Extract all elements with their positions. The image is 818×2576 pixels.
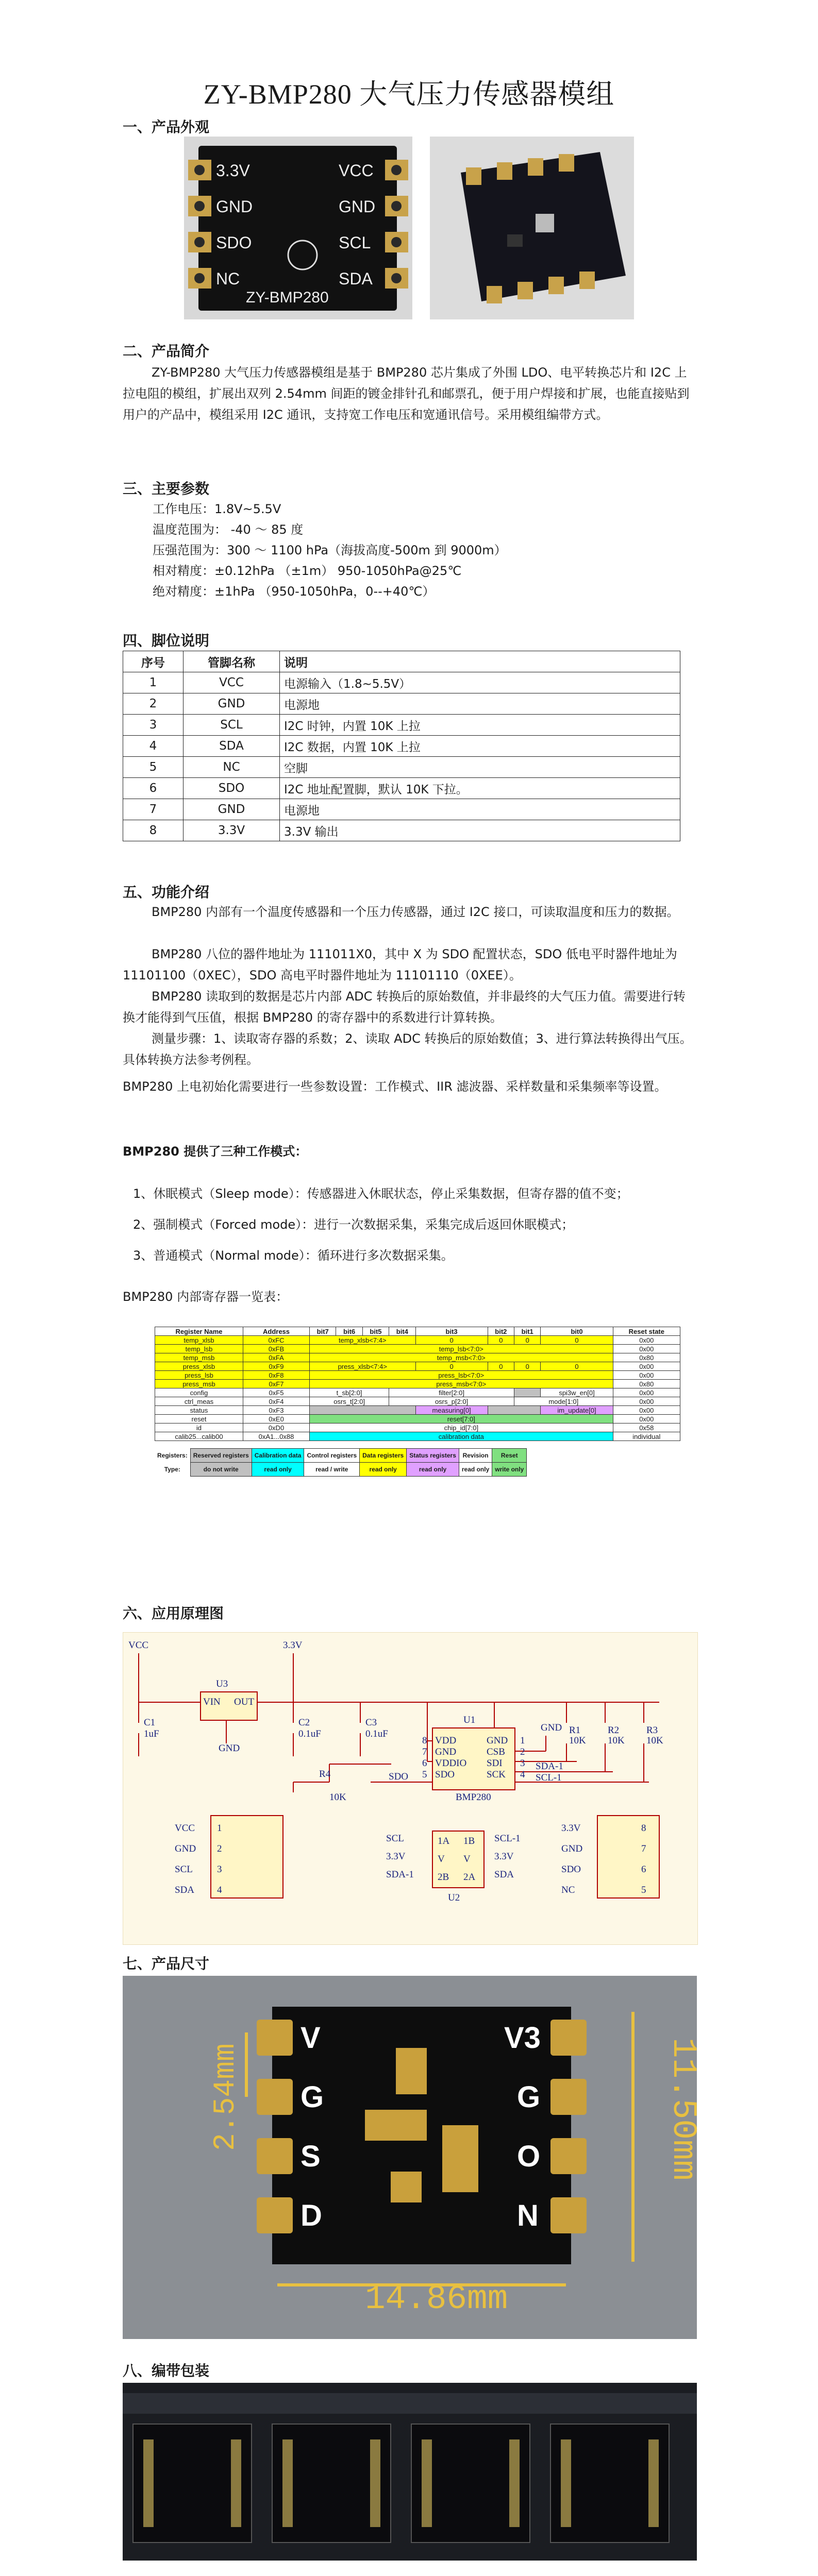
function-p1: BMP280 内部有一个温度传感器和一个压力传感器，通过 I2C 接口，可读取温度和压力的数据。 [152,905,679,919]
modes-title: BMP280 提供了三种工作模式： [123,1144,308,1159]
reg-col-bit1: bit1 [514,1327,541,1336]
reg-name: temp_xlsb [155,1336,243,1345]
tape-sprocket-strip [123,2393,697,2414]
sch-u1-gnd-right: GND [487,1735,508,1746]
dimension-photo [123,1976,703,2339]
pin-name: SDO [183,778,280,799]
pin-index: 1 [123,672,183,693]
reg-bit: 0 [541,1336,613,1345]
sch-u1-gnd-left: GND [435,1747,457,1757]
pin-desc: 电源地 [280,693,680,715]
reg-content: temp_msb<7:0> [310,1353,613,1362]
section-appearance-heading: 一、产品外观 [123,118,210,135]
register-row [155,1388,680,1397]
reg-addr: 0xD0 [243,1423,309,1432]
legend-status: Status registers [407,1449,459,1463]
reg-content: press_msb<7:0> [310,1380,613,1388]
pin-desc: 电源地 [280,799,680,820]
reg-content: calibration data [310,1432,613,1441]
reg-bit: 0 [514,1336,541,1345]
reg-reset: 0x00 [613,1336,680,1345]
reg-content-tail: mode[1:0] [514,1397,613,1406]
sch-r2-value: 10K [608,1735,625,1746]
reg-name: temp_msb [155,1353,243,1362]
front-label-vcc: VCC [339,161,374,180]
dim-pitch-label: 2.54mm [209,2043,243,2151]
sch-u1-label: U1 [463,1715,476,1725]
register-table [155,1327,680,1441]
dim-letter-g-left: G [301,2080,324,2114]
sch-jl-pin2: 2 [217,1843,222,1854]
reg-content: measuring[0] [415,1406,488,1415]
sch-jr-33v: 3.3V [561,1823,581,1834]
pin-name: VCC [183,672,280,693]
function-p4: 测量步骤：1、读取寄存器的系数；2、读取 ADC 转换后的原始数值；3、进行算法转换得出气压。具体转换方法参考例程。 [123,1031,692,1067]
legend-type: read / write [304,1463,360,1477]
sch-out-label: OUT [234,1697,255,1707]
pin-desc: I2C 地址配置脚，默认 10K 下拉。 [280,778,680,799]
sch-jr-gnd: GND [561,1843,583,1854]
front-label-scl: SCL [339,233,371,252]
sch-u1-sck: SCK [487,1769,506,1780]
sch-bmp-label: BMP280 [456,1792,491,1803]
sch-u1-csb: CSB [487,1747,505,1757]
reg-addr: 0xFA [243,1353,309,1362]
pin-name: SDA [183,736,280,757]
sch-u2-33v-left: 3.3V [386,1851,406,1862]
tape-pockets [133,2424,669,2543]
sch-vin-label: VIN [203,1697,221,1707]
pin-col-name: 管脚名称 [183,651,280,672]
front-label-gnd-right: GND [339,197,376,216]
sch-c2-label: C2 [298,1717,310,1728]
dim-letter-n: N [517,2199,539,2232]
sch-jl-pin1: 1 [217,1823,222,1834]
section-intro-heading: 二、产品简介 [123,343,210,360]
register-caption: BMP280 内部寄存器一览表： [123,1290,289,1304]
sch-u2-2a: 2A [463,1872,476,1883]
reg-name: ctrl_meas [155,1397,243,1406]
sch-vcc-label: VCC [128,1640,149,1651]
reg-addr: 0xE0 [243,1415,309,1423]
pin-name: NC [183,757,280,778]
sch-r2-label: R2 [608,1725,620,1736]
reg-reset: 0x00 [613,1362,680,1371]
reg-name: temp_lsb [155,1345,243,1353]
pin-name: 3.3V [183,820,280,841]
sch-u2-1a: 1A [438,1836,450,1846]
sch-r3-value: 10K [646,1735,663,1746]
tape-reel-photo [123,2383,697,2561]
pin-index: 6 [123,778,183,799]
pin-col-desc: 说明 [280,651,680,672]
register-row [155,1423,680,1432]
sch-u1-pin8: 8 [422,1735,427,1746]
legend-type: read only [360,1463,407,1477]
pin-row [123,715,680,736]
reg-col-bit7: bit7 [310,1327,336,1336]
sch-c3-label: C3 [365,1717,377,1728]
section-app-heading: 六、应用原理图 [123,1605,224,1622]
sch-u1-vdd: VDD [435,1735,457,1746]
dim-letter-v3: V3 [504,2021,541,2055]
module-front-svg [184,137,412,319]
sch-jl-pin4: 4 [217,1885,222,1895]
param-absolute-accuracy: 绝对精度：±1hPa （950-1050hPa，0--+40℃） [153,584,435,599]
tape-svg [123,2383,697,2561]
j-right-header [597,1816,659,1898]
legend-type: write only [492,1463,527,1477]
reg-reset: 0x80 [613,1353,680,1362]
pin-row [123,757,680,778]
sch-u1-pin3: 3 [520,1758,525,1769]
sch-jl-pin3: 3 [217,1864,222,1875]
pin-row [123,778,680,799]
reg-reset: 0x00 [613,1415,680,1423]
legend-control: Control registers [304,1449,360,1463]
pin-index: 7 [123,799,183,820]
mode-normal: 3、普通模式（Normal mode）：循环进行多次数据采集。 [133,1248,454,1263]
reg-addr: 0xF7 [243,1380,309,1388]
reg-content: reset[7:0] [310,1415,613,1423]
dim-letter-s: S [301,2140,321,2173]
dimension-svg [123,1976,703,2339]
param-relative-accuracy: 相对精度：±0.12hPa （±1m） 950-1050hPa@25℃ [153,564,462,578]
sch-r1-value: 10K [569,1735,586,1746]
sch-r4-label: R4 [319,1769,331,1780]
reg-content-mid: filter[2:0] [389,1388,514,1397]
param-voltage: 工作电压：1.8V~5.5V [153,502,281,516]
reg-name: press_msb [155,1380,243,1388]
param-temp-range: 温度范围为： -40 ～ 85 度 [153,522,304,537]
sch-r1-label: R1 [569,1725,581,1736]
sch-u1-sdi: SDI [487,1758,503,1769]
sch-sda1-net: SDA-1 [536,1761,563,1772]
mode-sleep: 1、休眠模式（Sleep mode）：传感器进入休眠状态，停止采集数据，但寄存器的值不变； [133,1187,629,1201]
reg-reset: 0x00 [613,1406,680,1415]
register-row [155,1371,680,1380]
pin-index: 2 [123,693,183,715]
reg-name: calib25...calib00 [155,1432,243,1441]
front-label-33v: 3.3V [216,161,250,180]
legend-type: read only [252,1463,304,1477]
dim-letter-o: O [517,2140,541,2173]
reg-bit: 0 [415,1336,488,1345]
schematic-diagram [123,1632,698,1945]
reg-content-tail: spi3w_en[0] [541,1388,613,1397]
reg-col-bit6: bit6 [336,1327,362,1336]
sch-gnd-u1: GND [541,1722,562,1733]
register-row [155,1397,680,1406]
legend-revision: Revision [459,1449,492,1463]
function-p2: BMP280 八位的器件地址为 111011X0，其中 X 为 SDO 配置状态，SDO 低电平时器件地址为 11101100（0XEC），SDO 高电平时器件地址为 11101110（0XEE）。 [123,947,677,982]
register-row [155,1345,680,1353]
front-label-gnd-left: GND [216,197,253,216]
reg-content: temp_lsb<7:0> [310,1345,613,1353]
reg-addr: 0xF3 [243,1406,309,1415]
front-label-sdo: SDO [216,233,252,252]
sch-c2-value: 0.1uF [298,1728,321,1739]
sch-u2-v-left: V [438,1854,445,1865]
sch-c1-label: C1 [144,1717,156,1728]
sch-u2-sda: SDA [494,1869,514,1880]
sch-u1-pin1: 1 [520,1735,525,1746]
sch-33v-label: 3.3V [283,1640,303,1651]
pin-index: 8 [123,820,183,841]
reg-name: press_xlsb [155,1362,243,1371]
sch-u2-v-right: V [463,1854,471,1865]
sch-jr-pin7: 7 [641,1843,646,1854]
reg-content: t_sb[2:0] [310,1388,389,1397]
dim-letter-g-right: G [517,2080,541,2114]
reg-col-bit2: bit2 [488,1327,514,1336]
pin-row [123,672,680,693]
sch-u2-33v-right: 3.3V [494,1851,514,1862]
register-legend [155,1448,527,1477]
module-back-photo [430,137,634,319]
reg-content: press_xlsb<7:4> [310,1362,416,1371]
sch-c1-value: 1uF [144,1728,159,1739]
reg-addr: 0xF5 [243,1388,309,1397]
front-label-sda: SDA [339,269,373,288]
reg-col-bit4: bit4 [389,1327,415,1336]
sch-sdo-net: SDO [389,1771,409,1782]
reg-col-bit3: bit3 [415,1327,488,1336]
reg-bit: 0 [488,1362,514,1371]
sch-jl-sda: SDA [175,1885,195,1895]
reg-name: config [155,1388,243,1397]
function-p5: BMP280 上电初始化需要进行一些参数设置：工作模式、IIR 滤波器、采样数量和采集频率等设置。 [123,1079,667,1094]
sch-jr-pin8: 8 [641,1823,646,1834]
legend-registers-label: Registers: [157,1452,188,1459]
register-row [155,1380,680,1388]
dim-height-label: 11.50mm [664,2038,703,2181]
reg-addr: 0xF4 [243,1397,309,1406]
sch-u1-pin6: 6 [422,1758,427,1769]
sch-gnd-label: GND [219,1743,240,1754]
pin-table-header [123,651,680,672]
pin-desc: 3.3V 输出 [280,820,680,841]
reg-addr: 0xFC [243,1336,309,1345]
dim-width-label: 14.86mm [365,2280,508,2318]
pin-desc: I2C 数据，内置 10K 上拉 [280,736,680,757]
pin-name: SCL [183,715,280,736]
reg-col-address: Address [243,1327,309,1336]
sch-u2-label: U2 [448,1892,460,1903]
sch-jl-vcc: VCC [175,1823,195,1834]
reg-bit: 0 [541,1362,613,1371]
legend-type-row [155,1463,527,1477]
reg-name: id [155,1423,243,1432]
sch-c3-value: 0.1uF [365,1728,388,1739]
reg-bit: 0 [488,1336,514,1345]
param-pressure-range: 压强范围为：300 ～ 1100 hPa（海拔高度-500m 到 9000m） [153,543,507,557]
sch-jr-pin6: 6 [641,1864,646,1875]
register-row [155,1406,680,1415]
sensor-chip [536,214,554,232]
register-row [155,1362,680,1371]
reg-content: chip_id[7:0] [310,1423,613,1432]
legend-type-label: Type: [164,1466,180,1473]
sch-u2-1b: 1B [463,1836,475,1846]
front-brand-label: ZY-BMP280 [246,289,329,306]
reg-name: status [155,1406,243,1415]
sch-u2-sda1: SDA-1 [386,1869,414,1880]
register-row [155,1415,680,1423]
legend-reserved: Reserved registers [190,1449,252,1463]
pin-index: 5 [123,757,183,778]
reg-reset: 0x00 [613,1345,680,1353]
module-back-svg [430,137,634,319]
sch-u1-sdo: SDO [435,1769,455,1780]
function-p3: BMP280 读取到的数据是芯片内部 ADC 转换后的原始数值，并非最终的大气压力值。需要进行转换才能得到气压值，根据 BMP280 的寄存器中的系数进行计算转换。 [123,989,686,1025]
sch-u1-pin5: 5 [422,1769,427,1780]
pin-name: GND [183,693,280,715]
reg-reset: 0x80 [613,1380,680,1388]
legend-registers-row [155,1449,527,1463]
sch-r3-label: R3 [646,1725,658,1736]
sch-u2-scl1: SCL-1 [494,1833,521,1844]
sch-jr-nc: NC [561,1885,575,1895]
register-table-wrap [155,1327,680,1477]
reg-content: press_lsb<7:0> [310,1371,613,1380]
legend-type: do not write [190,1463,252,1477]
reg-col-reset: Reset state [613,1327,680,1336]
reg-addr: 0xA1...0x88 [243,1432,309,1441]
page-title: ZY-BMP280 大气压力传感器模组 [203,79,615,110]
section-package-heading: 八、编带包装 [123,2362,210,2379]
pin-desc: I2C 时钟，内置 10K 上拉 [280,715,680,736]
reg-addr: 0xFB [243,1345,309,1353]
intro-paragraph: ZY-BMP280 大气压力传感器模组是基于 BMP280 芯片集成了外围 LDO、电平转换芯片和 I2C 上拉电阻的模组，扩展出双列 2.54mm 间距的镀金排针孔和邮票孔，便于用户焊接和扩展，也能直接贴到用户的产品中，模组采用 I2C 通讯，支持宽工作电压和宽通讯信号。采用模组编带方式。 [123,365,690,422]
reg-content-mid: osrs_p[2:0] [389,1397,514,1406]
reg-reset: individual [613,1432,680,1441]
pin-row [123,820,680,841]
legend-type: read only [459,1463,492,1477]
legend-type: read only [407,1463,459,1477]
reg-reset: 0x00 [613,1371,680,1380]
sch-u1-pin4: 4 [520,1769,525,1780]
legend-calibration: Calibration data [252,1449,304,1463]
dim-letter-d: D [301,2199,322,2232]
pin-desc: 电源输入（1.8~5.5V） [280,672,680,693]
sch-u1-pin2: 2 [520,1747,525,1757]
legend-data: Data registers [360,1449,407,1463]
pin-table [123,651,680,841]
legend-reset: Reset [492,1449,527,1463]
section-size-heading: 七、产品尺寸 [123,1955,210,1972]
reg-bit: 0 [415,1362,488,1371]
sch-u2-scl: SCL [386,1833,404,1844]
sch-r4-value: 10K [329,1792,346,1803]
ldo-chip [507,234,523,247]
section-function-heading: 五、功能介绍 [123,884,210,901]
reg-addr: 0xF8 [243,1371,309,1380]
sch-jr-pin5: 5 [641,1885,646,1895]
reg-bit: 0 [514,1362,541,1371]
reg-content: temp_xlsb<7:4> [310,1336,416,1345]
section-pins-heading: 四、脚位说明 [123,632,210,649]
sch-u1-vddio: VDDIO [435,1758,467,1769]
module-front-photo [184,137,412,319]
pin-row [123,693,680,715]
pin-name: GND [183,799,280,820]
reg-addr: 0xF9 [243,1362,309,1371]
pin-index: 4 [123,736,183,757]
pin-col-index: 序号 [123,651,183,672]
dim-letter-v: V [301,2021,321,2055]
pin-row [123,736,680,757]
sch-jr-sdo: SDO [561,1864,581,1875]
reg-col-bit5: bit5 [362,1327,389,1336]
reg-col-bit0: bit0 [541,1327,613,1336]
sch-scl1-net: SCL-1 [536,1772,562,1783]
section-params-heading: 三、主要参数 [123,480,210,497]
reg-name: press_lsb [155,1371,243,1380]
sch-u1-pin7: 7 [422,1747,427,1757]
reg-reset: 0x00 [613,1388,680,1397]
sch-u2-2b: 2B [438,1872,449,1883]
reg-reset: 0x00 [613,1397,680,1406]
mode-forced: 2、强制模式（Forced mode）：进行一次数据采集，采集完成后返回休眠模式； [133,1217,574,1232]
reg-content: osrs_t[2:0] [310,1397,389,1406]
reg-col-name: Register Name [155,1327,243,1336]
reg-reset: 0x58 [613,1423,680,1432]
register-row [155,1336,680,1345]
reg-name: reset [155,1415,243,1423]
sch-u3-label: U3 [216,1679,228,1689]
register-row [155,1432,680,1441]
sch-jl-gnd: GND [175,1843,196,1854]
pin-desc: 空脚 [280,757,680,778]
schematic-svg [123,1633,697,1944]
front-label-nc: NC [216,269,240,288]
register-row [155,1353,680,1362]
reg-content-tail: im_update[0] [541,1406,613,1415]
pin-index: 3 [123,715,183,736]
pin-row [123,799,680,820]
sch-jl-scl: SCL [175,1864,193,1875]
register-table-header [155,1327,680,1336]
